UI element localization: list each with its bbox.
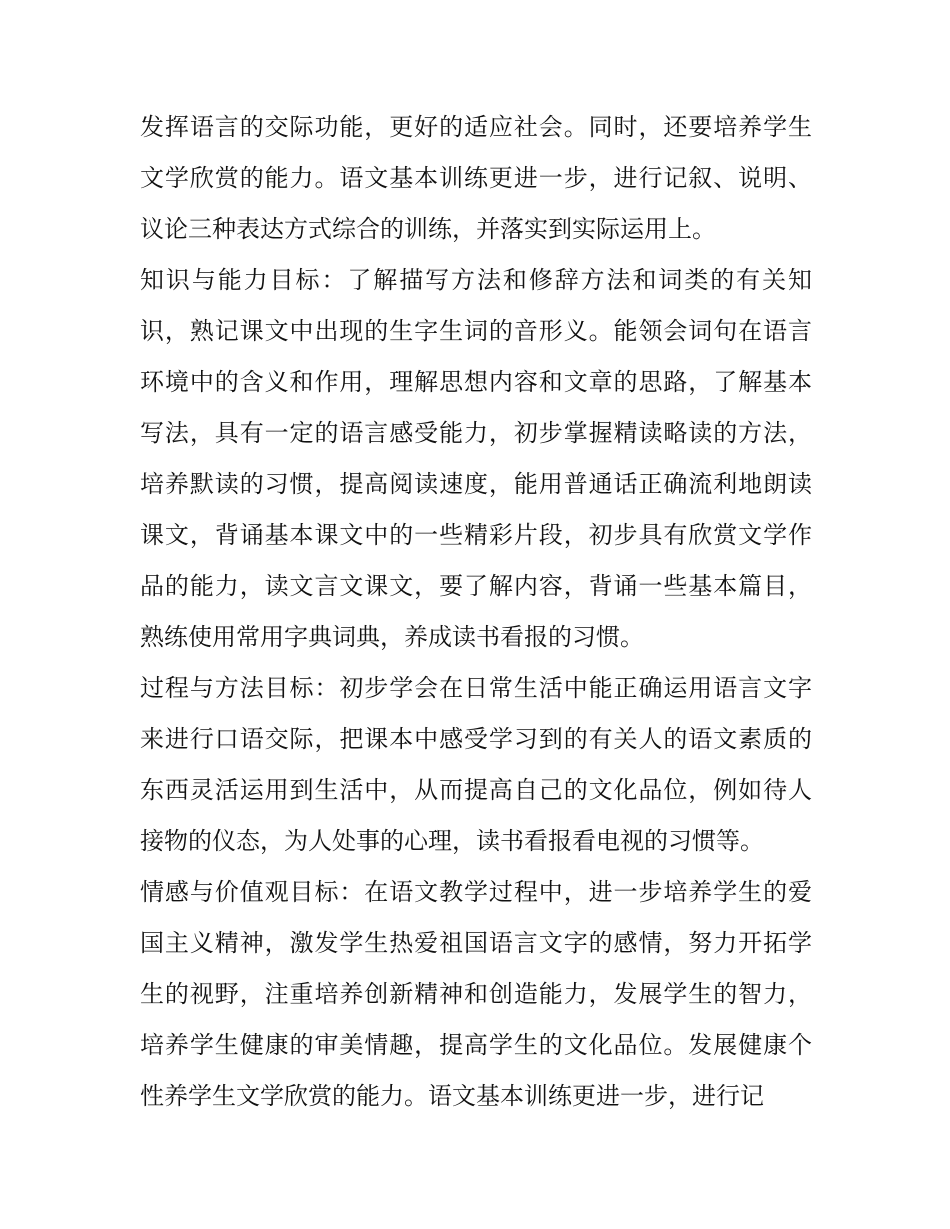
paragraph-emotion-values-goals — [140, 867, 812, 1122]
text-line: 东西灵活运用到生活中，从而提高自己的文化品位，例如待人 — [140, 776, 812, 804]
text-line: 发挥语言的交际功能，更好的适应社会。同时，还要培养学生 — [140, 113, 812, 141]
text-line: 写法，具有一定的语言感受能力，初步掌握精读略读的方法， — [140, 419, 812, 447]
text-line: 性养学生文学欣赏的能力。语文基本训练更进一步，进行记 — [140, 1082, 764, 1110]
text-line: 课文，背诵基本课文中的一些精彩片段，初步具有欣赏文学作 — [140, 521, 812, 549]
text-line: 情感与价值观目标：在语文教学过程中，进一步培养学生的爱 — [140, 878, 812, 906]
text-line: 文学欣赏的能力。语文基本训练更进一步，进行记叙、说明、 — [140, 164, 812, 192]
text-line: 环境中的含义和作用，理解思想内容和文章的思路，了解基本 — [140, 368, 812, 396]
text-line: 过程与方法目标：初步学会在日常生活中能正确运用语言文字 — [140, 674, 812, 702]
text-line: 培养学生健康的审美情趣，提高学生的文化品位。发展健康个 — [140, 1031, 812, 1059]
text-line: 国主义精神，激发学生热爱祖国语言文字的感情，努力开拓学 — [140, 929, 812, 957]
text-line: 来进行口语交际，把课本中感受学习到的有关人的语文素质的 — [140, 725, 812, 753]
text-line: 熟练使用常用字典词典，养成读书看报的习惯。 — [140, 623, 644, 651]
text-line: 品的能力，读文言文课文，要了解内容，背诵一些基本篇目， — [140, 572, 812, 600]
text-line: 知识与能力目标：了解描写方法和修辞方法和词类的有关知 — [140, 266, 812, 294]
text-line: 识，熟记课文中出现的生字生词的音形义。能领会词句在语言 — [140, 317, 812, 345]
paragraph-process-method-goals — [140, 663, 812, 867]
text-line: 培养默读的习惯，提高阅读速度，能用普通话正确流利地朗读 — [140, 470, 812, 498]
text-line: 议论三种表达方式综合的训练，并落实到实际运用上。 — [140, 215, 716, 243]
document-body — [140, 102, 812, 1122]
paragraph-intro — [140, 102, 812, 255]
paragraph-knowledge-ability-goals — [140, 255, 812, 663]
text-line: 生的视野，注重培养创新精神和创造能力，发展学生的智力， — [140, 980, 812, 1008]
text-line: 接物的仪态，为人处事的心理，读书看报看电视的习惯等。 — [140, 827, 764, 855]
